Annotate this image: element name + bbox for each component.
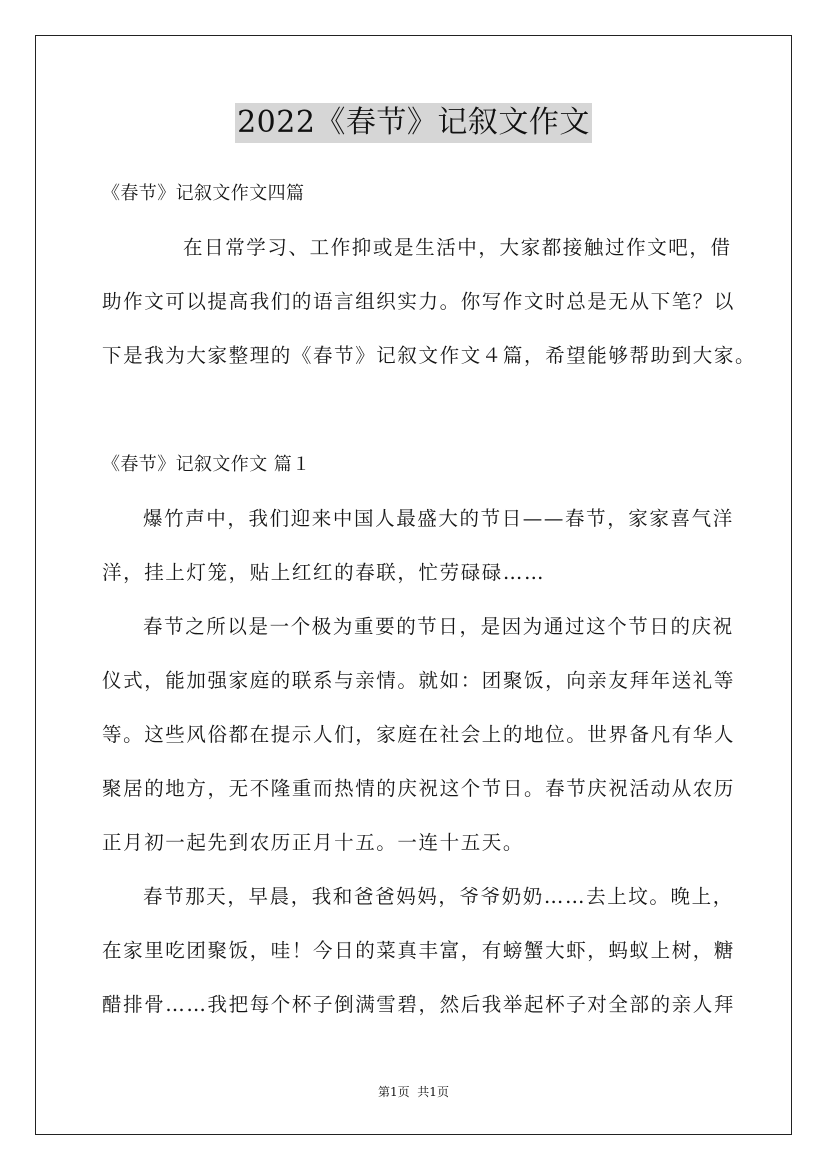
body-line-8: 春节那天，早晨，我和爸爸妈妈，爷爷奶奶……去上坟。晚上， — [143, 885, 734, 908]
title-container — [0, 103, 827, 143]
body-line-6: 聚居的地方，无不隆重而热情的庆祝这个节日。春节庆祝活动从农历 — [102, 777, 736, 800]
body-line-9: 在家里吃团聚饭，哇！今日的菜真丰富，有螃蟹大虾，蚂蚁上树，糖 — [102, 939, 736, 962]
body-line-2: 洋，挂上灯笼，贴上红红的春联，忙劳碌碌…… — [102, 561, 546, 584]
intro-line-3: 下是我为大家整理的《春节》记叙文作文４篇，希望能够帮助到大家。 — [102, 344, 757, 367]
body-line-1: 爆竹声中，我们迎来中国人最盛大的节日——春节，家家喜气洋 — [143, 507, 734, 530]
page-number-label: 第1页 共1页 — [378, 1085, 449, 1099]
document-subtitle: 《春节》记叙文作文四篇 — [102, 183, 305, 204]
section-heading: 《春节》记叙文作文 篇１ — [102, 454, 311, 475]
body-line-5: 等。这些风俗都在提示人们，家庭在社会上的地位。世界备凡有华人 — [102, 723, 736, 746]
body-line-4: 仪式，能加强家庭的联系与亲情。就如：团聚饭，向亲友拜年送礼等 — [102, 669, 736, 692]
intro-line-1: 在日常学习、工作抑或是生活中，大家都接触过作文吧，借 — [183, 236, 732, 259]
document-title: 2022《春节》记叙文作文 — [235, 103, 592, 143]
page-footer — [0, 1084, 827, 1100]
body-line-10: 醋排骨……我把每个杯子倒满雪碧，然后我举起杯子对全部的亲人拜 — [102, 993, 736, 1016]
body-line-3: 春节之所以是一个极为重要的节日，是因为通过这个节日的庆祝 — [143, 615, 734, 638]
body-line-7: 正月初一起先到农历正月十五。一连十五天。 — [102, 831, 525, 854]
intro-line-2: 助作文可以提高我们的语言组织实力。你写作文时总是无从下笔？以 — [102, 290, 736, 313]
